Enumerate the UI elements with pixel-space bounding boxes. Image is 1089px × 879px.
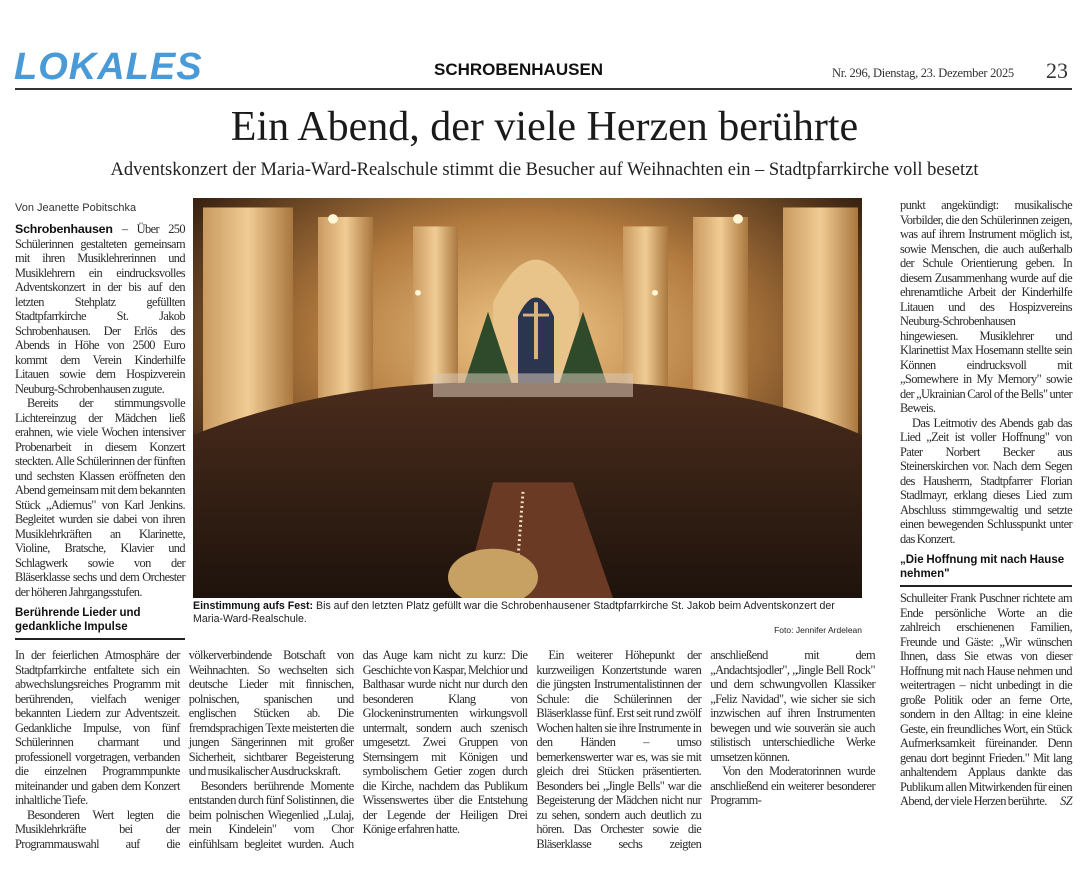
caption-title: Einstimmung aufs Fest: — [193, 600, 314, 612]
article-right-column — [900, 198, 1072, 809]
byline: Von Jeanette Pobitschka — [15, 202, 137, 214]
subheading: Berührende Lieder und gedankliche Impulse — [15, 607, 185, 640]
caption-text: Bis auf den letzten Platz gefüllt war die Schrobenhausener Stadtpfarrkirche St. Jakob beim Adventskonzert der Maria-Ward-Realschule. — [193, 600, 835, 625]
paragraph: Besonderen Wert legten die Musiklehrkräfte bei der Programmauswahl auf die völkerverbindende Botschaft von Weihnachten. So wechselten sich deutsche Lieder mit finnischen, polnischen, spanischen und englischen Stücken ab. Die fremdsprachigen Texte meisterten die jungen Sängerinnen mit großer Sicherheit, sichtbarer Begeisterung und musikalischer Ausdruckskraft. — [15, 648, 354, 851]
church-interior-image — [193, 198, 862, 598]
subtitle: Adventskonzert der Maria-Ward-Realschule stimmt die Besucher auf Weihnachten ein – Stadtpfarrkirche voll besetzt — [110, 160, 979, 180]
article-body-columns — [15, 648, 875, 851]
paragraph: In der feierlichen Atmosphäre der Stadtpfarrkirche entfaltete sich ein abwechslungsreiches Programm mit berührenden, vielfach weniger bekannten Liedern zur Adventszeit. Gedankliche Impulse, von fünf Schülerinnen charmant und professionell vorgetragen, verbanden die einzelnen Programmpunkte miteinander und gaben dem Konzert inhaltliche Tiefe. — [15, 648, 180, 807]
paragraph: – Über 250 Schülerinnen gestalteten gemeinsam mit ihren Musiklehrerinnen und Musiklehrern ein eindrucksvolles Adventskonzert in der bis auf den letzten Stehplatz gefüllten Stadtpfarrkirche St. Jakob Schrobenhausen. Der Erlös des Abends in Höhe von 2500 Euro kommt dem Verein Kinderhilfe Litauen sowie dem Hospizverein Neuburg-Schrobenhausen zugute. — [15, 222, 185, 396]
paragraph: punkt angekündigt: musikalische Vorbilder, die den Schülerinnen zeigen, was auf ihrem Instrument möglich ist, sowie Menschen, die auch außerhalb der Schule Orientierung geben. In diesem Zusammenhang wurde auf die ehrenamtliche Arbeit der Kinderhilfe Litauen und des Hospizvereins Neuburg-Schrobenhausen hingewiesen. Musiklehrer und Klarinettist Max Hosemann stellte sein Können eindrucksvoll mit „Somewhere in My Memory" sowie der „Ukrainian Carol of the Bells" unter Beweis. — [900, 198, 1072, 415]
issue-date: Nr. 296, Dienstag, 23. Dezember 2025 — [832, 66, 1014, 80]
paragraph: Bereits der stimmungsvolle Lichtereinzug der Mädchen ließ erahnen, wie viele Wochen intensiver Probenarbeit in diesem Konzert steckten. Alle Schülerinnen der fünften und sechsten Klassen eröffneten den Abend gemeinsam mit dem bekannten Stück „Adiemus" von Karl Jenkins. Begleitet wurden sie dabei von ihren Musiklehrkräften an Klarinette, Violine, Bratsche, Klavier und Schlagwerk sowie von der Bläserklasse sechs und dem Orchester der höheren Jahrgangsstufen. — [15, 396, 185, 599]
photo-credit: Foto: Jennifer Ardelean — [774, 625, 862, 635]
author-signature: SZ — [1060, 794, 1072, 808]
headline: Ein Abend, der viele Herzen berührte — [230, 104, 859, 150]
closing-paragraph — [900, 591, 1072, 809]
header-rule — [15, 88, 1072, 90]
dateline: Schrobenhausen — [15, 222, 113, 236]
paragraph: Das Leitmotiv des Abends gab das Lied „Zeit ist voller Hoffnung" von Pater Norbert Becker aus Steinerskirchen vor. Nach dem Segen des Hausherrn, Stadtpfarrer Florian Stadlmayr, erklang dieses Lied zum Abschluss stimmgewaltig und setzte einen bewegenden Schlusspunkt unter das Konzert. — [900, 415, 1072, 546]
paragraph-text: Schulleiter Frank Puschner richtete am Ende persönliche Worte an die zahlreich erschienenen Familien, Freunde und Gäste: „Wir wünschen Ihnen, dass Sie etwas von dieser Hoffnung mit nach Hause nehmen und weitertragen – nicht unbedingt in die große Politik oder an ferne Orte, sondern in den Alltag: in eine kleine Geste, ein freundliches Wort, ein Stück Aufmerksamkeit füreinander. Denn genau dort beginnt Frieden." Mit lang anhaltendem Applaus dankte das Publikum allen Mitwirkenden für einen Abend, der viele Herzen berührte. — [900, 591, 1072, 808]
lead-paragraph — [15, 222, 185, 396]
paragraph: Ein weiterer Höhepunkt der kurzweiligen Konzertstunde waren die jüngsten Instrumentalistinnen der Schule: die Schülerinnen der Bläserklasse fünf. Erst seit rund zwölf Wochen halten sie ihre Instrumente in den Händen – umso bemerkenswerter war es, was sie mit gleich drei Stücken präsentierten. Besonders bei „Jingle Bells" war die Begeisterung der Mädchen nicht nur zu sehen, sondern auch deutlich zu hören. Das Orchester sowie die Bläserklasse sechs zeigten anschließend mit dem „Andachtsjodler", „Jingle Bell Rock" und dem schwungvollen Klassiker „Feliz Navidad", wie sicher sie sich inzwischen auf ihren Instrumenten bewegen und wie souverän sie auch stilistisch unterschiedliche Werke umsetzen können. — [536, 648, 875, 851]
article-lead — [15, 222, 185, 644]
page-number: 23 — [1046, 58, 1068, 83]
region-title: SCHROBENHAUSEN — [434, 60, 604, 79]
section-logo: LOKALES — [14, 46, 203, 88]
paragraph: Besonders berührende Momente entstanden durch fünf Solistinnen, die beim polnischen Wiegenlied „Lulaj, mein Kindelein" vom Chor einfühlsam begleitet wurden. Auch das Auge kam nicht zu kurz: Die Geschichte von Kaspar, Melchior und Balthasar wurde nicht nur durch den besonderen Klang von Glockeninstrumenten wirkungsvoll untermalt, sondern auch szenisch umgesetzt. Zwei Gruppen von Sternsingern mit Königen und symbolischem Getier zogen durch die Kirche, nachdem das Publikum Wissenswertes über die Entstehung der Legende der Heiligen Drei Könige erfahren hatte. — [188, 648, 528, 851]
subheading: „Die Hoffnung mit nach Hause nehmen" — [900, 554, 1072, 587]
paragraph: Von den Moderatorinnen wurde anschließend ein weiterer besonderer Programm- — [710, 764, 875, 807]
concert-photo — [193, 198, 862, 598]
photo-caption — [193, 600, 862, 635]
